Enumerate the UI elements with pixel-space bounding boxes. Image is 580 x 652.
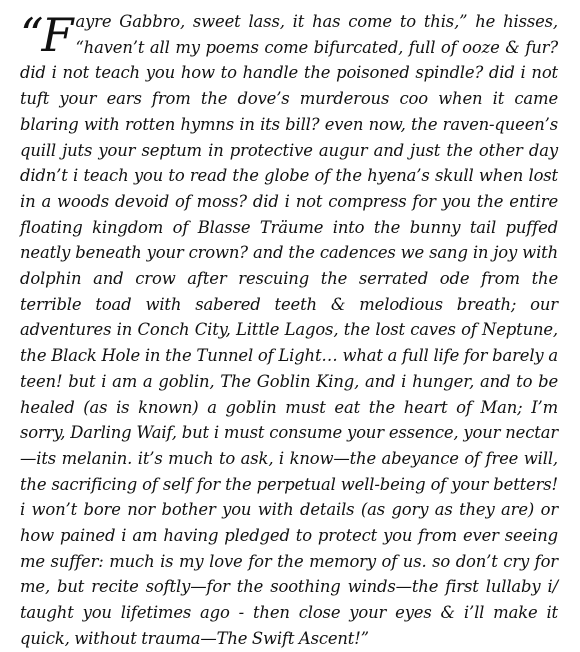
poem-passage bbox=[20, 9, 558, 652]
drop-cap: “F bbox=[20, 8, 72, 62]
poem-body-text: ayre Gabbro, sweet lass, it has come to this,” he hisses, “haven’t all my poems come bifurcated, full of ooze & fur? did i not teach you how to handle the poisoned spindle? did i not tuft your ears from the dove’s murderous coo when it came blaring with rotten hymns in its bill? even now, the raven-queen’s quill juts your septum in protective augur and just the other day didn’t i teach you to read the globe of the hyena’s skull when lost in a woods devoid of moss? did i not compress for you the entire floating kingdom of Blasse Träume into the bunny tail puffed neatly beneath your crown? and the cadences we sang in joy with dolphin and crow after rescuing the serrated ode from the terrible toad with sabered teeth & melodious breath; our adventures in Conch City, Little Lagos, the lost caves of Neptune, the Black Hole in the Tunnel of Light… what a full life for barely a teen! but i am a goblin, The Goblin King, and i hunger, and to be healed (as is known) a goblin must eat the heart of Man; I’m sorry, Darling Waif, but i must consume your essence, your nectar—its melanin. it’s much to ask, i know—the abeyance of free will, the sacrificing of self for the perpetual well-being of your betters! i won’t bore nor bother you with details (as gory as they are) or how pained i am having pledged to protect you from ever seeing me suffer: much is my love for the memory of us. so don’t cry for me, but recite softly—for the soothing winds—the first lullaby i/ taught you lifetimes ago - then close your eyes & i’ll make it quick, without trauma—The Swift Ascent!” bbox=[20, 12, 558, 648]
